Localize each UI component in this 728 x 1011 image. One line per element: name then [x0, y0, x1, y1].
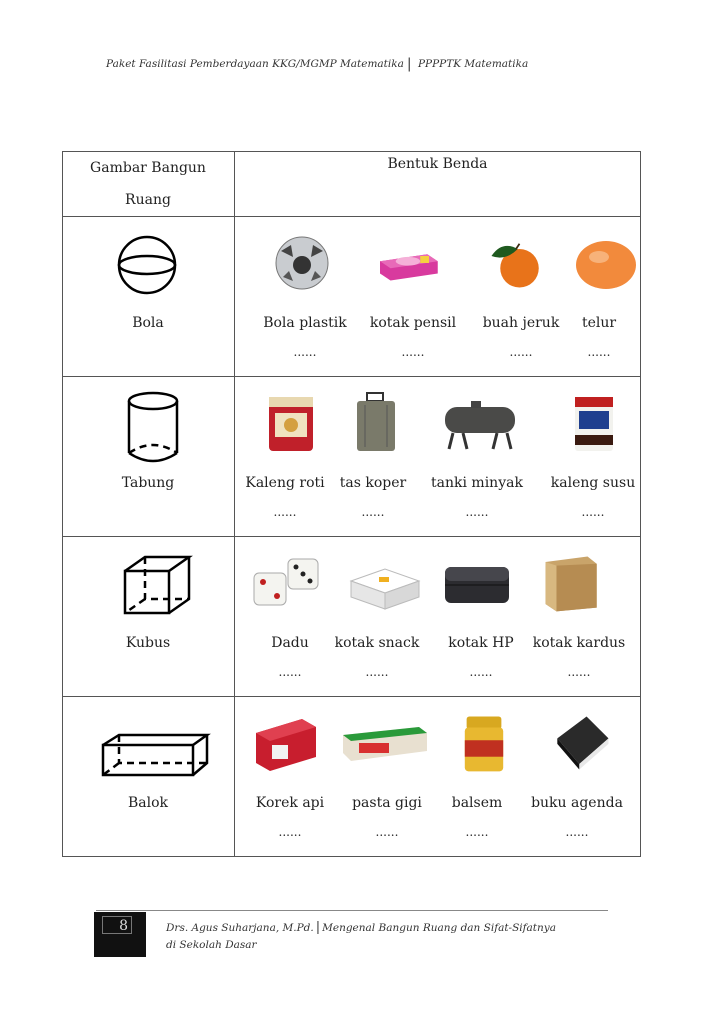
object-name: Dadu [271, 635, 309, 651]
object-name: tanki minyak [431, 475, 523, 491]
object-name: kotak HP [448, 635, 514, 651]
object-name: kotak pensil [369, 315, 457, 331]
footer-title-line2: di Sekolah Dasar [166, 939, 257, 951]
header-left-text: Paket Fasilitasi Pemberdayaan KKG/MGMP Matematika [106, 58, 404, 70]
footer-title-line1: Mengenal Bangun Ruang dan Sifat-Sifatnya [322, 922, 556, 934]
matchbox-image [250, 711, 320, 775]
phone-box-image [439, 551, 515, 615]
object-answer-blank: ...... [581, 505, 605, 519]
object-name: pasta gigi [352, 795, 422, 811]
object-answer-blank: ...... [273, 505, 297, 519]
object-answer-blank: ...... [509, 345, 533, 359]
toothpaste-image [339, 711, 429, 775]
header-right-text: PPPPTK Matematika [417, 58, 529, 70]
object-name: balsem [451, 795, 503, 811]
objects-cell [235, 537, 641, 697]
object-name: Bola plastik [263, 315, 347, 331]
object-name: tas koper [339, 475, 407, 491]
object-name: buah jeruk [482, 315, 560, 331]
table-row-kubus [63, 537, 641, 697]
page-footer [166, 919, 556, 954]
dice-image [246, 551, 326, 615]
objects-cell [235, 217, 641, 377]
shape-cell [63, 217, 235, 377]
footer-divider [96, 910, 608, 911]
oil-tank-image [437, 391, 523, 455]
shape-cell [63, 377, 235, 537]
cardboard-box-image [537, 551, 607, 615]
objects-cell [235, 697, 641, 857]
shape-label: Kubus [125, 635, 171, 651]
cube-icon [119, 551, 199, 621]
footer-separator: | [315, 920, 321, 935]
object-answer-blank: ...... [375, 825, 399, 839]
object-answer-blank: ...... [567, 665, 591, 679]
milk-can-image [559, 391, 629, 455]
shapes-table [62, 151, 641, 857]
object-name: kaleng susu [550, 475, 636, 491]
object-name: buku agenda [531, 795, 623, 811]
cylinder-icon [123, 389, 193, 469]
object-answer-blank: ...... [293, 345, 317, 359]
objects-cell [235, 377, 641, 537]
object-name: telur [581, 315, 617, 331]
object-answer-blank: ...... [278, 825, 302, 839]
page-number: 8 [102, 916, 132, 934]
soccer-ball-image [267, 231, 337, 295]
shape-label: Balok [127, 795, 169, 811]
object-answer-blank: ...... [401, 345, 425, 359]
object-answer-blank: ...... [465, 825, 489, 839]
footer-author: Drs. Agus Suharjana, M.Pd. [166, 922, 314, 934]
shape-label: Tabung [121, 475, 175, 491]
biscuit-tin-image [255, 391, 325, 455]
object-answer-blank: ...... [361, 505, 385, 519]
object-answer-blank: ...... [587, 345, 611, 359]
header-shape-line1: Gambar Bangun [90, 160, 206, 176]
header-separator: | [406, 56, 412, 72]
object-answer-blank: ...... [565, 825, 589, 839]
object-answer-blank: ...... [465, 505, 489, 519]
agenda-book-image [547, 711, 617, 775]
snack-box-image [345, 551, 423, 615]
table-row-tabung [63, 377, 641, 537]
table-header-row [63, 152, 641, 217]
object-name: kotak kardus [532, 635, 626, 651]
table-row-balok [63, 697, 641, 857]
page-header [106, 56, 528, 72]
object-answer-blank: ...... [469, 665, 493, 679]
object-answer-blank: ...... [278, 665, 302, 679]
orange-fruit-image [481, 231, 551, 295]
shape-label: Bola [132, 315, 164, 331]
shape-cell [63, 697, 235, 857]
cuboid-icon [99, 731, 219, 781]
object-name: Kaleng roti [245, 475, 325, 491]
balm-jar-image [449, 711, 519, 775]
object-name: kotak snack [334, 635, 420, 651]
table-row-bola [63, 217, 641, 377]
suitcase-image [341, 391, 411, 455]
pencil-box-image [373, 231, 443, 295]
header-cell-objects [235, 152, 641, 217]
header-objects-label: Bentuk Benda [387, 156, 488, 172]
page-number-box [94, 912, 146, 957]
shape-cell [63, 537, 235, 697]
object-answer-blank: ...... [365, 665, 389, 679]
header-cell-shape [63, 152, 235, 217]
egg-image [571, 231, 641, 295]
object-name: Korek api [255, 795, 325, 811]
sphere-icon [117, 235, 187, 305]
header-shape-line2: Ruang [125, 192, 171, 208]
